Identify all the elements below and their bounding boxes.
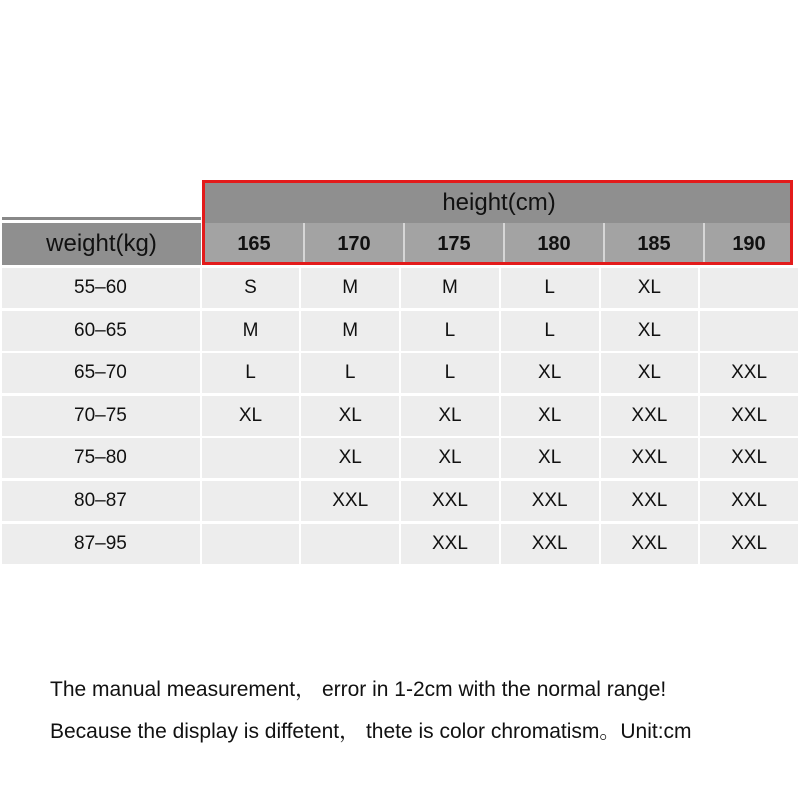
- size-cell: XL: [601, 311, 699, 351]
- size-cell: XXL: [601, 396, 699, 436]
- size-cell: XXL: [501, 524, 599, 564]
- table-row: [2, 353, 800, 393]
- table-row: [2, 524, 800, 564]
- weight-range-cell: 80–87: [2, 481, 200, 521]
- size-cell: XXL: [601, 524, 699, 564]
- size-cell: XL: [601, 353, 699, 393]
- size-cell: XL: [202, 396, 300, 436]
- table-row: [2, 311, 800, 351]
- weight-range-cell: 60–65: [2, 311, 200, 351]
- table-row: [2, 481, 800, 521]
- size-cell: XXL: [401, 524, 499, 564]
- size-cell: [700, 311, 798, 351]
- size-cell: [202, 438, 300, 478]
- table-row: [2, 268, 800, 308]
- size-cell: XL: [401, 438, 499, 478]
- size-cell: XL: [501, 396, 599, 436]
- height-column-header: 165: [203, 223, 303, 265]
- size-cell: [700, 268, 798, 308]
- height-column-header: 180: [503, 223, 603, 265]
- size-cell: S: [202, 268, 300, 308]
- height-column-header: 190: [703, 223, 793, 265]
- size-cell: L: [501, 311, 599, 351]
- size-cell: XXL: [601, 481, 699, 521]
- size-cell: L: [401, 311, 499, 351]
- size-cell: XXL: [401, 481, 499, 521]
- size-cell: XL: [501, 438, 599, 478]
- weight-label: weight(kg): [46, 230, 157, 257]
- size-cell: XL: [501, 353, 599, 393]
- height-column-header: 175: [403, 223, 503, 265]
- size-cell: M: [301, 268, 399, 308]
- table-row: [2, 438, 800, 478]
- size-cell: XL: [301, 396, 399, 436]
- size-cell: XXL: [700, 353, 798, 393]
- header-divider: [2, 217, 201, 220]
- weight-range-cell: 65–70: [2, 353, 200, 393]
- height-column-header: 170: [303, 223, 403, 265]
- size-cell: XXL: [700, 396, 798, 436]
- size-cell: M: [301, 311, 399, 351]
- size-cell: XXL: [700, 438, 798, 478]
- size-cell: XXL: [601, 438, 699, 478]
- weight-range-cell: 70–75: [2, 396, 200, 436]
- weight-range-cell: 55–60: [2, 268, 200, 308]
- height-label: height(cm): [442, 188, 556, 216]
- size-cell: M: [202, 311, 300, 351]
- weight-range-cell: 75–80: [2, 438, 200, 478]
- size-cell: L: [301, 353, 399, 393]
- table-row: [2, 396, 800, 436]
- size-cell: M: [401, 268, 499, 308]
- size-cell: L: [401, 353, 499, 393]
- size-cell: XL: [301, 438, 399, 478]
- size-cell: L: [202, 353, 300, 393]
- size-cell: XXL: [301, 481, 399, 521]
- size-cell: [301, 524, 399, 564]
- height-header: [205, 182, 793, 223]
- size-cell: XXL: [501, 481, 599, 521]
- size-cell: L: [501, 268, 599, 308]
- size-cell: XL: [601, 268, 699, 308]
- size-cell: [202, 481, 300, 521]
- size-cell: [202, 524, 300, 564]
- note-color: Because the display is diffetent， thete is color chromatism。Unit:cm: [50, 720, 692, 743]
- size-cell: XXL: [700, 481, 798, 521]
- weight-range-cell: 87–95: [2, 524, 200, 564]
- weight-header: [2, 223, 201, 265]
- size-cell: XL: [401, 396, 499, 436]
- size-table: [2, 268, 800, 564]
- height-column-header: 185: [603, 223, 703, 265]
- note-measurement: The manual measurement， error in 1-2cm with the normal range!: [50, 678, 667, 701]
- size-cell: XXL: [700, 524, 798, 564]
